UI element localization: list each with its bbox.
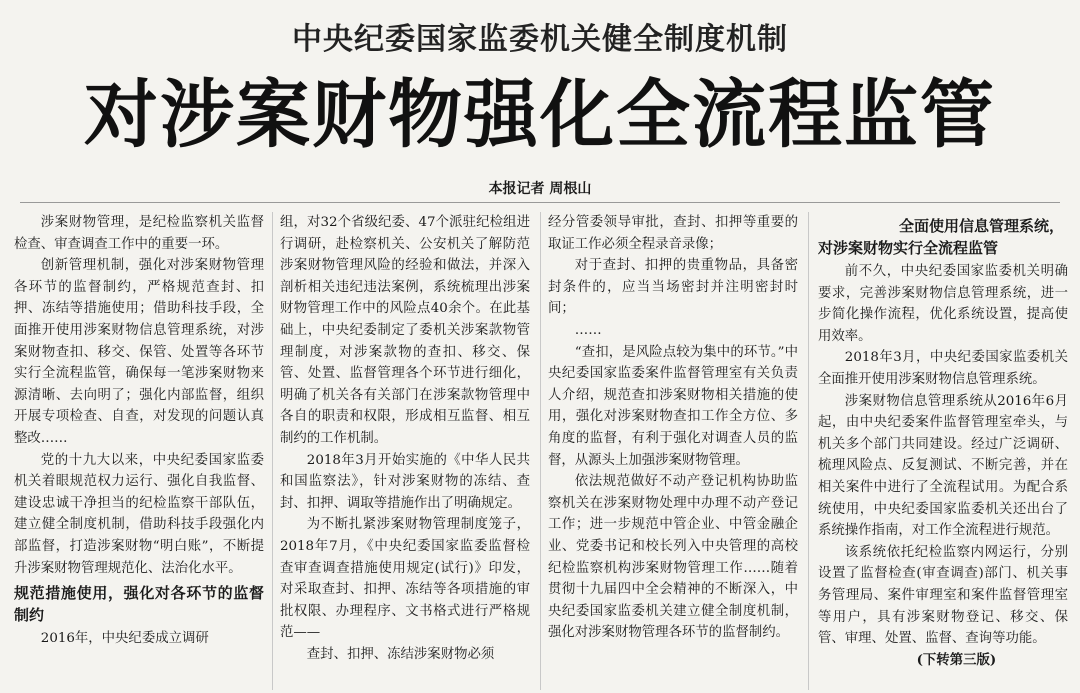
paragraph: 涉案财物信息管理系统从2016年6月起，由中央纪委案件监督管理室牵头，与机关多个部门共同建设。经过广泛调研、梳理风险点、反复测试、不断完善，并在相关案件中进行了全流程试用。为配合系统使用，中央纪委国家监委机关还出台了系统操作指南，对工作全流程进行规范。 (818, 393, 1068, 539)
article-column-2 (280, 212, 530, 690)
paragraph: 组，对32个省级纪委、47个派驻纪检组进行调研，赴检察机关、公安机关了解防范涉案财物管理风险的经验和做法，并深入剖析相关违纪违法案例，系统梳理出涉案财物管理工作中的风险点40余个。在此基础上，中央纪委制定了委机关涉案款物管理制度，对涉案款物的查扣、移交、保管、处置、监督管理各个环节进行细化，明确了机关各有关部门在涉案款物管理中各自的职责和权限，形成相互监督、相互制约的工作机制。 (280, 215, 530, 446)
article-column-4 (818, 212, 1068, 690)
paragraph: 2018年3月开始实施的《中华人民共和国监察法》，针对涉案财物的冻结、查封、扣押、调取等措施作出了明确规定。 (280, 452, 530, 511)
paragraph: “查扣，是风险点较为集中的环节。”中央纪委国家监委案件监督管理室有关负责人介绍，规范查扣涉案财物相关措施的使用，强化对涉案财物查扣工作全方位、多角度的监督，有利于强化对调查人员的监督，从源头上加强涉案财物管理。 (548, 344, 798, 468)
column-divider (540, 212, 541, 690)
section-heading: 全面使用信息管理系统， (898, 217, 1064, 235)
paragraph: 为不断扎紧涉案财物管理制度笼子，2018年7月，《中央纪委国家监委监督检查审查调查措施使用规定(试行)》印发，对采取查封、扣押、冻结等各项措施的审批权限、办理程序、文书格式进行严格规范—— (280, 517, 530, 641)
article-byline: 本报记者 周根山 (488, 181, 592, 197)
paragraph: 前不久，中央纪委国家监委机关明确要求，完善涉案财物信息管理系统，进一步简化操作流程，优化系统设置，提高使用效率。 (818, 264, 1068, 344)
paragraph: …… (574, 322, 602, 338)
paragraph: 2016年，中央纪委成立调研 (40, 631, 209, 647)
article-column-1 (14, 212, 264, 690)
paragraph: 该系统依托纪检监察内网运行，分别设置了监督检查(审查调查)部门、机关事务管理局、案件审理室和案件监督管理室等用户，具有涉案财物登记、移交、保管、审理、处置、监督、查询等功能。 (818, 544, 1068, 647)
paragraph: 对于查封、扣押的贵重物品，具备密封条件的，应当当场密封并注明密封时间； (548, 258, 798, 317)
paragraph: 依法规范做好不动产登记机构协助监察机关在涉案财物处理中办理不动产登记工作；进一步规范中管企业、中管金融企业、党委书记和校长列入中央管理的高校纪检监察机构涉案财物管理工作……随着贯彻十九届四中全会精神的不断深入，中央纪委国家监委机关建立健全制度机制，强化对涉案财物管理各环节的监督制约。 (548, 474, 798, 641)
paragraph: 经分管委领导审批，查封、扣押等重要的取证工作必须全程录音录像； (548, 215, 798, 252)
column-divider (808, 212, 809, 690)
paragraph: 创新管理机制，强化对涉案财物管理各环节的监督制约，严格规范查封、扣押、冻结等措施使用；借助科技手段，全面推开使用涉案财物信息管理系统，对涉案财物查扣、移交、保管、处置等各环节实行全流程监管，确保每一笔涉案财物来源清晰、去向明了；强化内部监督，组织开展专项检查、自查，对发现的问题认真整改…… (14, 258, 264, 446)
header-divider (20, 202, 1060, 203)
paragraph: 查封、扣押、冻结涉案财物必须 (306, 646, 495, 662)
paragraph: 涉案财物管理，是纪检监察机关监督检查、审查调查工作中的重要一环。 (14, 215, 264, 252)
article-headline: 对涉案财物强化全流程监管 (84, 72, 996, 158)
paragraph: 党的十九大以来，中央纪委国家监委机关着眼规范权力运行、强化自我监督、建设忠诚干净担当的纪检监察干部队伍，建立健全制度机制，借助科技手段强化内部监督，打造涉案财物“明白账”，不断提升涉案财物管理规范化、法治化水平。 (14, 452, 264, 576)
column-divider (272, 212, 273, 690)
paragraph: 2018年3月，中央纪委国家监委机关全面推开使用涉案财物信息管理系统。 (818, 350, 1068, 387)
article-subtitle: 中央纪委国家监委机关健全制度机制 (292, 22, 788, 57)
section-heading-line2: 对涉案财物实行全流程监管 (818, 239, 999, 257)
continued-note: (下转第三版) (916, 651, 997, 668)
article-column-3 (548, 212, 798, 690)
section-heading: 规范措施使用，强化对各环节的监督制约 (14, 584, 264, 625)
